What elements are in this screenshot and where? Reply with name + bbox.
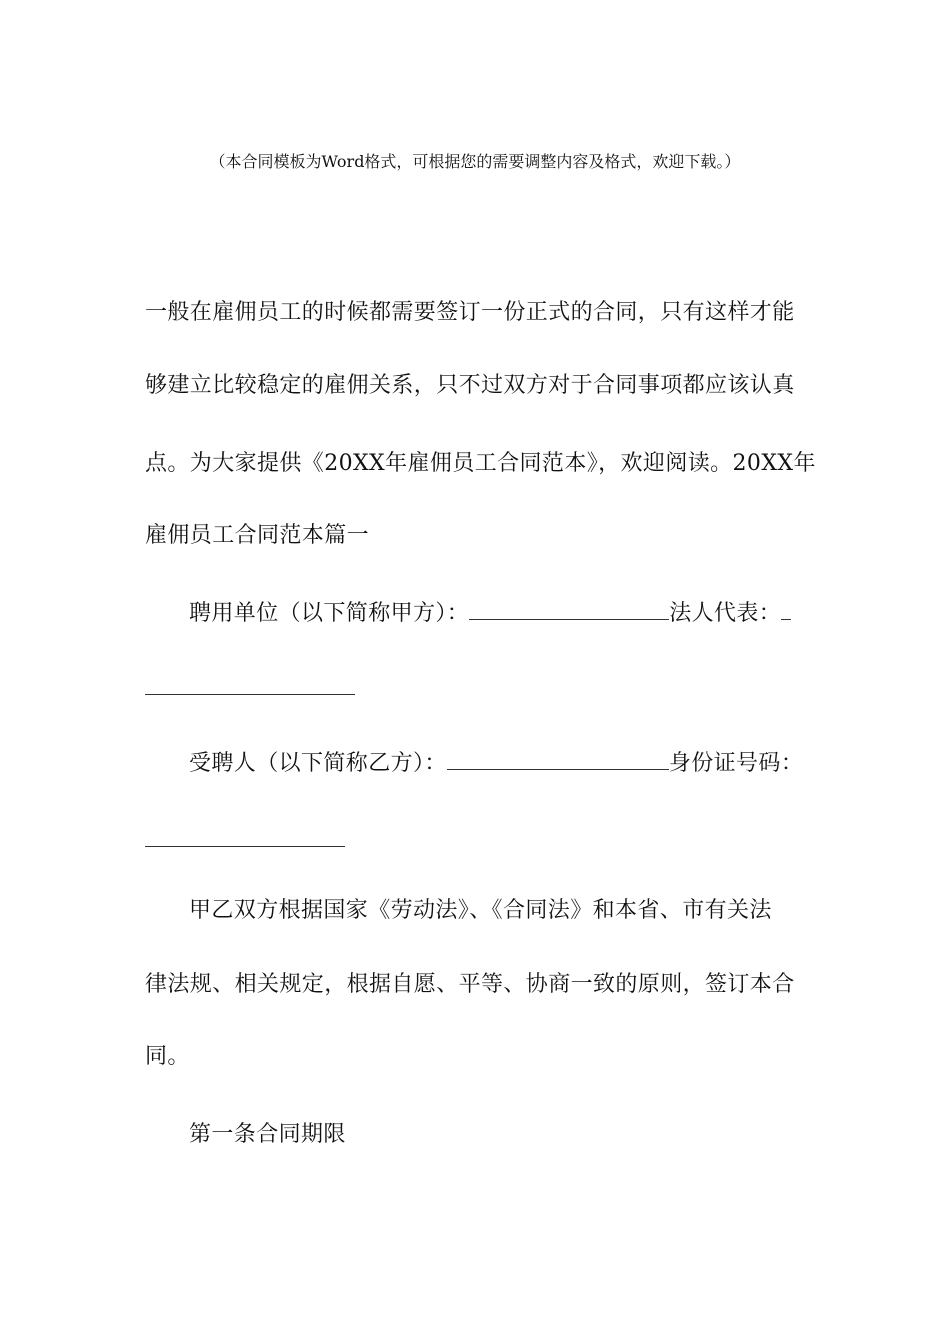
intro-line-2: 够建立比较稳定的雇佣关系，只不过双方对于合同事项都应该认真 [145, 373, 795, 398]
party-a-rep-label: 法人代表： [669, 601, 782, 626]
template-note: （本合同模板为Word格式，可根据您的需要调整内容及格式，欢迎下载。） [209, 152, 741, 171]
intro-line-4: 雇佣员工合同范本篇一 [145, 523, 370, 548]
party-b-name-blank[interactable] [447, 747, 669, 770]
party-a-row [189, 597, 791, 629]
party-b-label: 受聘人（以下简称乙方）： [189, 751, 447, 776]
party-a-rep-blank[interactable] [145, 694, 355, 695]
basis-line-2: 律法规、相关规定，根据自愿、平等、协商一致的原则，签订本合 [145, 972, 795, 997]
basis-line-3: 同。 [145, 1044, 190, 1069]
party-b-row [189, 747, 803, 779]
intro-line-1: 一般在雇佣员工的时候都需要签订一份正式的合同，只有这样才能 [145, 300, 795, 325]
party-a-rep-blank-start[interactable] [781, 597, 791, 620]
party-b-id-label: 身份证号码： [668, 751, 804, 776]
article-1-title: 第一条合同期限 [189, 1122, 346, 1147]
party-a-label: 聘用单位（以下简称甲方）： [189, 601, 470, 626]
party-b-id-blank[interactable] [145, 846, 345, 847]
party-a-name-blank[interactable] [469, 597, 669, 620]
intro-line-3: 点。为大家提供《20XX年雇佣员工合同范本》，欢迎阅读。20XX年 [145, 451, 816, 476]
basis-line-1: 甲乙双方根据国家《劳动法》、《合同法》和本省、市有关法 [189, 898, 772, 923]
